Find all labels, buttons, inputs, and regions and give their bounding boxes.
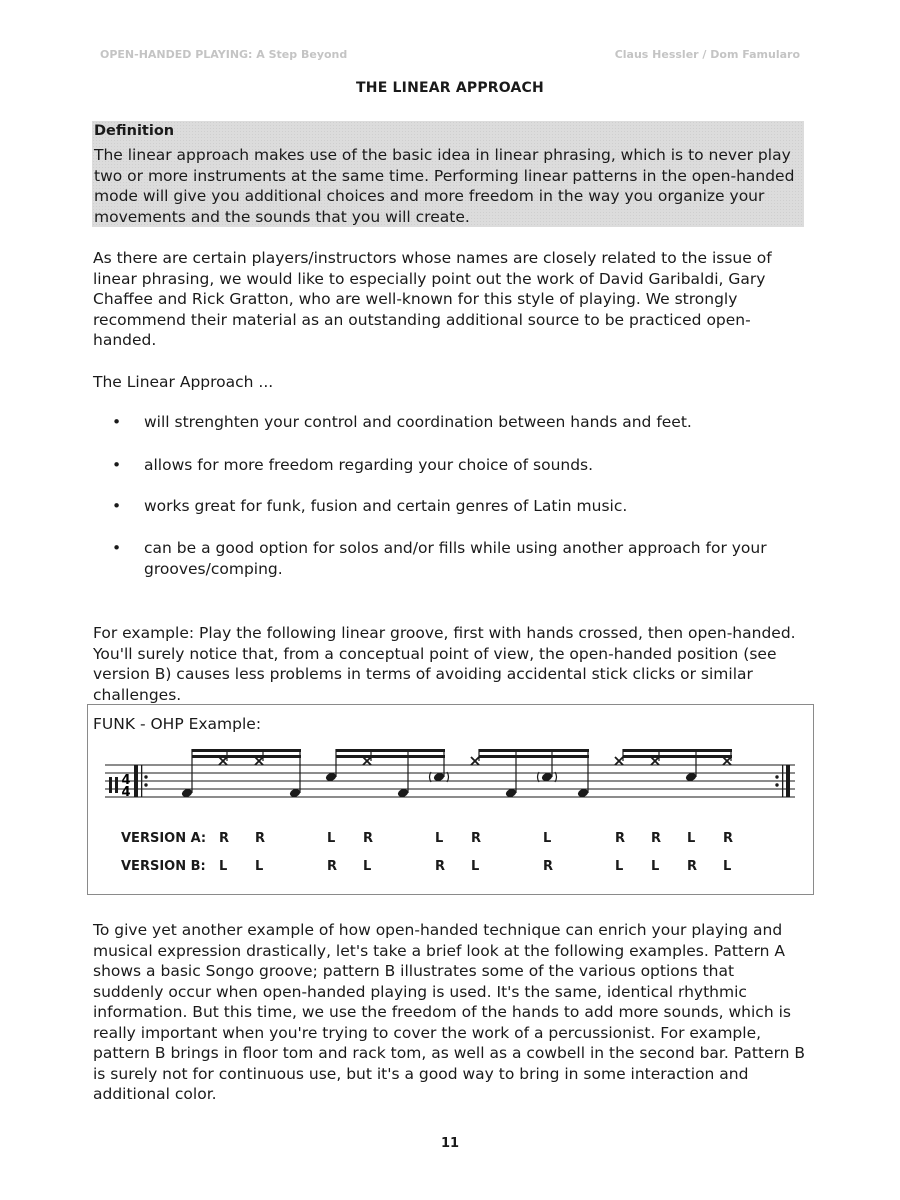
hihat-note-icon: [615, 757, 623, 765]
sticking-label: R: [471, 831, 482, 846]
sticking-label: R: [543, 859, 554, 874]
running-header-title: OPEN-HANDED PLAYING: A Step Beyond: [100, 48, 348, 61]
version-a-label: VERSION A:: [121, 831, 207, 846]
bullet-icon: •: [112, 497, 122, 515]
sticking-version-a: [219, 831, 733, 846]
hihat-note-icon: [471, 757, 479, 765]
sticking-label: L: [543, 831, 552, 846]
hihat-note-icon: [219, 757, 227, 765]
version-b-label: VERSION B:: [121, 859, 206, 874]
percussion-clef-icon: [109, 777, 118, 793]
time-signature-bottom: 4: [121, 785, 131, 800]
sticking-label: L: [435, 831, 444, 846]
sticking-label: L: [255, 859, 264, 874]
beam-primary: [192, 749, 301, 752]
beams: [192, 749, 732, 758]
bullet-icon: •: [112, 539, 122, 557]
beam-secondary: [336, 755, 445, 758]
sticking-label: L: [687, 831, 696, 846]
sticking-label: L: [471, 859, 480, 874]
sticking-label: L: [651, 859, 660, 874]
list-item-text: works great for funk, fusion and certain genres of Latin music.: [144, 497, 628, 515]
sticking-label: L: [723, 859, 732, 874]
sticking-label: R: [615, 831, 626, 846]
sticking-label: R: [327, 859, 338, 874]
sticking-label: R: [255, 831, 266, 846]
hihat-note-icon: [651, 757, 659, 765]
list-item-text: will strenghten your control and coordination between hands and feet.: [144, 413, 692, 431]
definition-label: Definition: [94, 123, 175, 139]
paragraph-songo: To give yet another example of how open-handed technique can enrich your playing and musical expression drastically, let's take a brief look at the following examples. Pattern A shows a basic Songo groove; pattern B illustrates some of the various options that suddenly occur when open-handed playing is used. It's the same, identical rhythmic information. But this time, we use the freedom of the hands to add more sounds, which is really important when you're trying to cover the work of a percussionist. For example, pattern B brings in floor tom and rack tom, as well as a cowbell in the second bar. Pattern B is surely not for continuous use, but it's a good way to bring in some interaction and additional color.: [93, 921, 806, 1103]
staff-lines: [105, 765, 795, 797]
page-title: THE LINEAR APPROACH: [356, 80, 544, 96]
hihat-note-icon: [723, 757, 731, 765]
running-header-authors: Claus Hessler / Dom Famularo: [614, 48, 800, 61]
sticking-label: L: [327, 831, 336, 846]
beam-secondary: [479, 755, 589, 758]
sticking-label: R: [435, 859, 446, 874]
paragraph-linear-players: As there are certain players/instructors whose names are closely related to the issue of linear phrasing, we would like to especially point out the work of David Garibaldi, Gary Chaffee and Rick Gratton, who are well-known for this style of playing. We strongly recommend their material as an outstanding additional source to be practiced open-handed.: [93, 249, 772, 349]
time-signature-top: 4: [121, 773, 131, 788]
beam-primary: [336, 749, 445, 752]
sticking-version-b: [219, 859, 731, 874]
sticking-label: L: [219, 859, 228, 874]
linear-approach-intro: The Linear Approach ...: [93, 373, 274, 391]
sticking-label: R: [687, 859, 698, 874]
list-item-text: allows for more freedom regarding your choice of sounds.: [144, 456, 594, 474]
sticking-label: R: [363, 831, 374, 846]
definition-text: The linear approach makes use of the basic idea in linear phrasing, which is to never play two or more instruments at the same time. Performing linear patterns in the open-handed mode will give you additional choices and more freedom in the way you organize your movements and the sounds that you will create.: [94, 146, 795, 226]
bullet-icon: •: [112, 456, 122, 474]
hihat-note-icon: [363, 757, 371, 765]
page-number: 11: [440, 1136, 460, 1151]
list-item-text: can be a good option for solos and/or fills while using another approach for your grooves/comping.: [144, 539, 767, 578]
beam-primary: [623, 749, 732, 752]
sticking-label: L: [363, 859, 372, 874]
drum-notation: [95, 745, 805, 885]
beam-secondary: [192, 755, 301, 758]
sticking-label: L: [615, 859, 624, 874]
sticking-label: R: [723, 831, 734, 846]
beam-primary: [479, 749, 589, 752]
hihat-note-icon: [255, 757, 263, 765]
bullet-icon: •: [112, 413, 122, 431]
beam-secondary: [623, 755, 732, 758]
sticking-label: R: [219, 831, 230, 846]
example-title: FUNK - OHP Example:: [93, 715, 262, 733]
sticking-label: R: [651, 831, 662, 846]
paragraph-example-intro: For example: Play the following linear groove, first with hands crossed, then open-handed. You'll surely notice that, from a conceptual point of view, the open-handed position (see version B) causes less problems in terms of avoiding accidental stick clicks or similar challenges.: [93, 624, 796, 704]
